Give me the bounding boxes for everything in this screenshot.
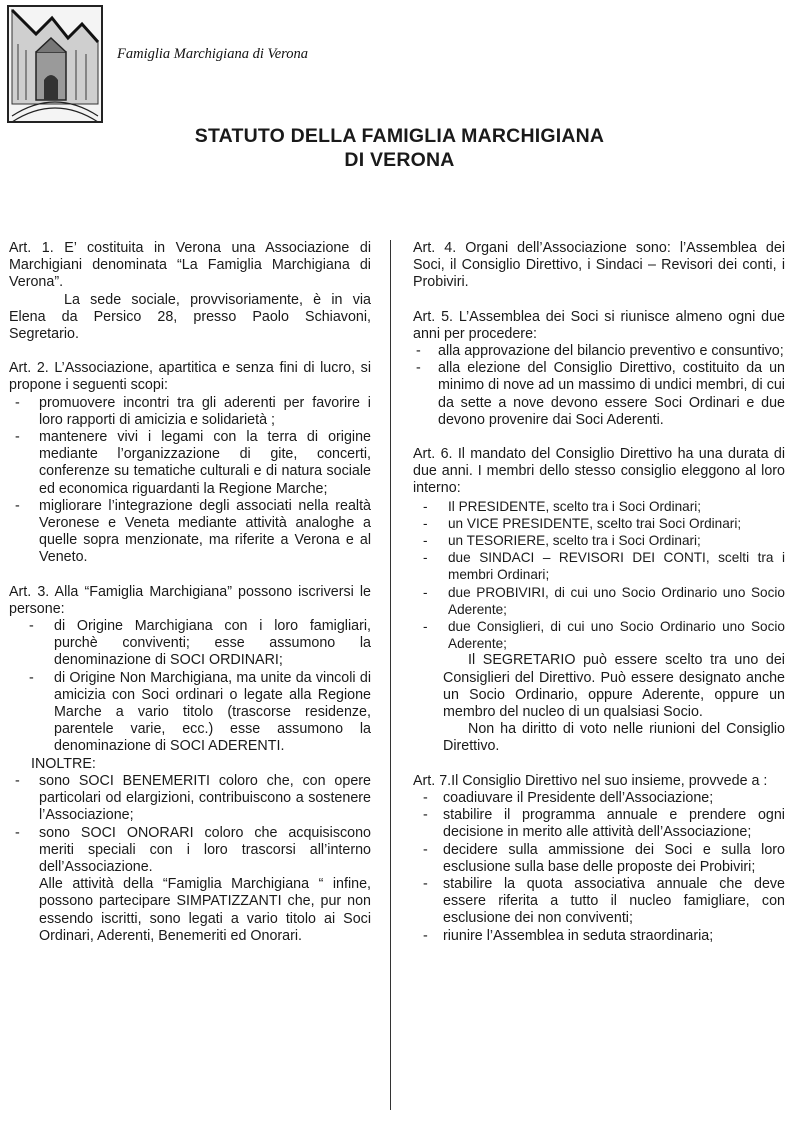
logo-emblem — [6, 4, 104, 124]
organization-name: Famiglia Marchigiana di Verona — [117, 46, 309, 62]
article-3-intro: Art. 3. Alla “Famiglia Marchigiana” possono iscriversi le persone: — [9, 583, 371, 617]
article-6-intro: Art. 6. Il mandato del Consiglio Direttivo ha una durata di due anni. I membri dello stesso consiglio eleggono al loro interno: — [413, 446, 785, 497]
article-2-list — [9, 395, 371, 567]
list-item: - di Origine Non Marchigiana, ma unite da vincoli di amicizia con Soci ordinari o legate alla Regione Marche a vario titolo (trascorse residenze, parentele varie, ecc.) esse assumono la denominazione di SOCI ADERENTI. — [29, 669, 371, 755]
list-item: - di Origine Marchigiana con i loro famigliari, purchè conviventi; esse assumono la denominazione di SOCI ORDINARI; — [29, 618, 371, 669]
article-4-text: Art. 4. Organi dell’Associazione sono: l’Assemblea dei Soci, il Consiglio Direttivo, i Sindaci – Revisori dei conti, i Probiviri. — [413, 240, 785, 291]
list-item: - stabilire la quota associativa annuale che deve essere riferita a tutto il nucleo famigliare, con esclusione dei non conviventi; — [423, 875, 785, 927]
article-6 — [413, 446, 785, 756]
article-2-intro: Art. 2. L’Associazione, apartitica e senza fini di lucro, si propone i seguenti scopi: — [9, 360, 371, 394]
list-item: - sono SOCI ONORARI coloro che acquisiscono meriti speciali con i loro trascorsi all’interno dell’Associazione. — [15, 824, 371, 875]
column-divider — [390, 240, 391, 1110]
document-title-line2: DI VERONA — [344, 149, 455, 171]
list-item: - decidere sulla ammissione dei Soci e sulla loro esclusione sulla base delle proposte dei Probiviri; — [423, 841, 785, 875]
article-1-seat: La sede sociale, provvisoriamente, è in via Elena da Persico 28, presso Paolo Schiavoni, Segretario. — [9, 291, 371, 343]
article-6-secretary: Il SEGRETARIO può essere scelto tra uno dei Consiglieri del Direttivo. Può essere designato anche un Socio Ordinario, oppure Aderente, oppure un membro del nucleo di un qualsiasi Socio. — [443, 652, 785, 721]
list-item: - un VICE PRESIDENTE, scelto trai Soci Ordinari; — [423, 515, 742, 531]
list-item: - sono SOCI BENEMERITI coloro che, con opere particolari od elargizioni, contribuiscono a sostenere l’Associazione; — [15, 772, 371, 824]
list-item: - Il PRESIDENTE, scelto tra i Soci Ordinari; — [423, 498, 702, 514]
list-item: - alla elezione del Consiglio Direttivo, costituito da un minimo di nove ad un massimo di undici membri, di cui da sette a nove devono essere Soci Ordinari e due devono provenire dai Soci Aderenti. — [416, 360, 785, 428]
article-2 — [9, 360, 371, 566]
article-7-intro: Art. 7.Il Consiglio Direttivo nel suo insieme, provvede a : — [413, 772, 768, 789]
article-4 — [413, 240, 785, 292]
article-1 — [9, 240, 371, 343]
article-5 — [413, 309, 785, 429]
article-3-closing: Alle attività della “Famiglia Marchigiana “ infine, possono partecipare SIMPATIZZANTI che, pur non essendo iscritti, sono legati a vario titolo ai Soci Ordinari, Aderenti, Benemeriti ed Onorari. — [39, 876, 371, 944]
article-5-list — [413, 343, 785, 429]
article-3-list — [9, 618, 371, 756]
list-item: - mantenere vivi i legami con la terra di origine mediante l’organizzazione di gite, concerti, conferenze su tematiche culturali e di natura sociale ed economica riguardanti la Regione Marche; — [15, 429, 371, 497]
list-item: - due Consiglieri, di cui uno Socio Ordinario uno Socio Aderente; — [423, 619, 785, 652]
article-6-list — [413, 498, 785, 653]
list-item: - due SINDACI – REVISORI DEI CONTI, scelti tra i membri Ordinari; — [423, 550, 785, 583]
left-column — [9, 240, 371, 962]
list-item: - un TESORIERE, scelto tra i Soci Ordinari; — [423, 533, 701, 549]
list-item: - coadiuvare il Presidente dell’Associazione; — [423, 789, 714, 806]
list-item: - riunire l’Assemblea in seduta straordinaria; — [423, 927, 714, 944]
article-6-vote: Non ha diritto di voto nelle riunioni del Consiglio Direttivo. — [443, 721, 785, 755]
list-item: - promuovere incontri tra gli aderenti per favorire i loro rapporti di amicizia e solidarietà ; — [15, 394, 371, 428]
article-1-text: Art. 1. E’ costituita in Verona una Associazione di Marchigiani denominata “La Famiglia Marchigiana di Verona”. — [9, 240, 371, 291]
list-item: - migliorare l’integrazione degli associati nella realtà Veronese e Veneta mediante attività analoghe a quelle sopra menzionate, ma riferite a Verona e al Veneto. — [15, 497, 371, 566]
right-column — [413, 240, 785, 962]
list-item: - due PROBIVIRI, di cui uno Socio Ordinario uno Socio Aderente; — [423, 584, 785, 617]
article-5-intro: Art. 5. L’Assemblea dei Soci si riunisce almeno ogni due anni per procedere: — [413, 308, 785, 342]
article-3-inoltre: INOLTRE: — [31, 755, 96, 772]
association-logo — [6, 4, 104, 124]
article-7-list — [413, 790, 785, 945]
document-title: STATUTO DELLA FAMIGLIA MARCHIGIANA — [194, 125, 605, 147]
list-item: - stabilire il programma annuale e prendere ogni decisione in merito alle attività dell’Associazione; — [423, 807, 785, 841]
article-3 — [9, 584, 371, 945]
article-3-list-2 — [9, 773, 371, 876]
list-item: - alla approvazione del bilancio preventivo e consuntivo; — [416, 343, 784, 360]
article-7 — [413, 773, 785, 945]
